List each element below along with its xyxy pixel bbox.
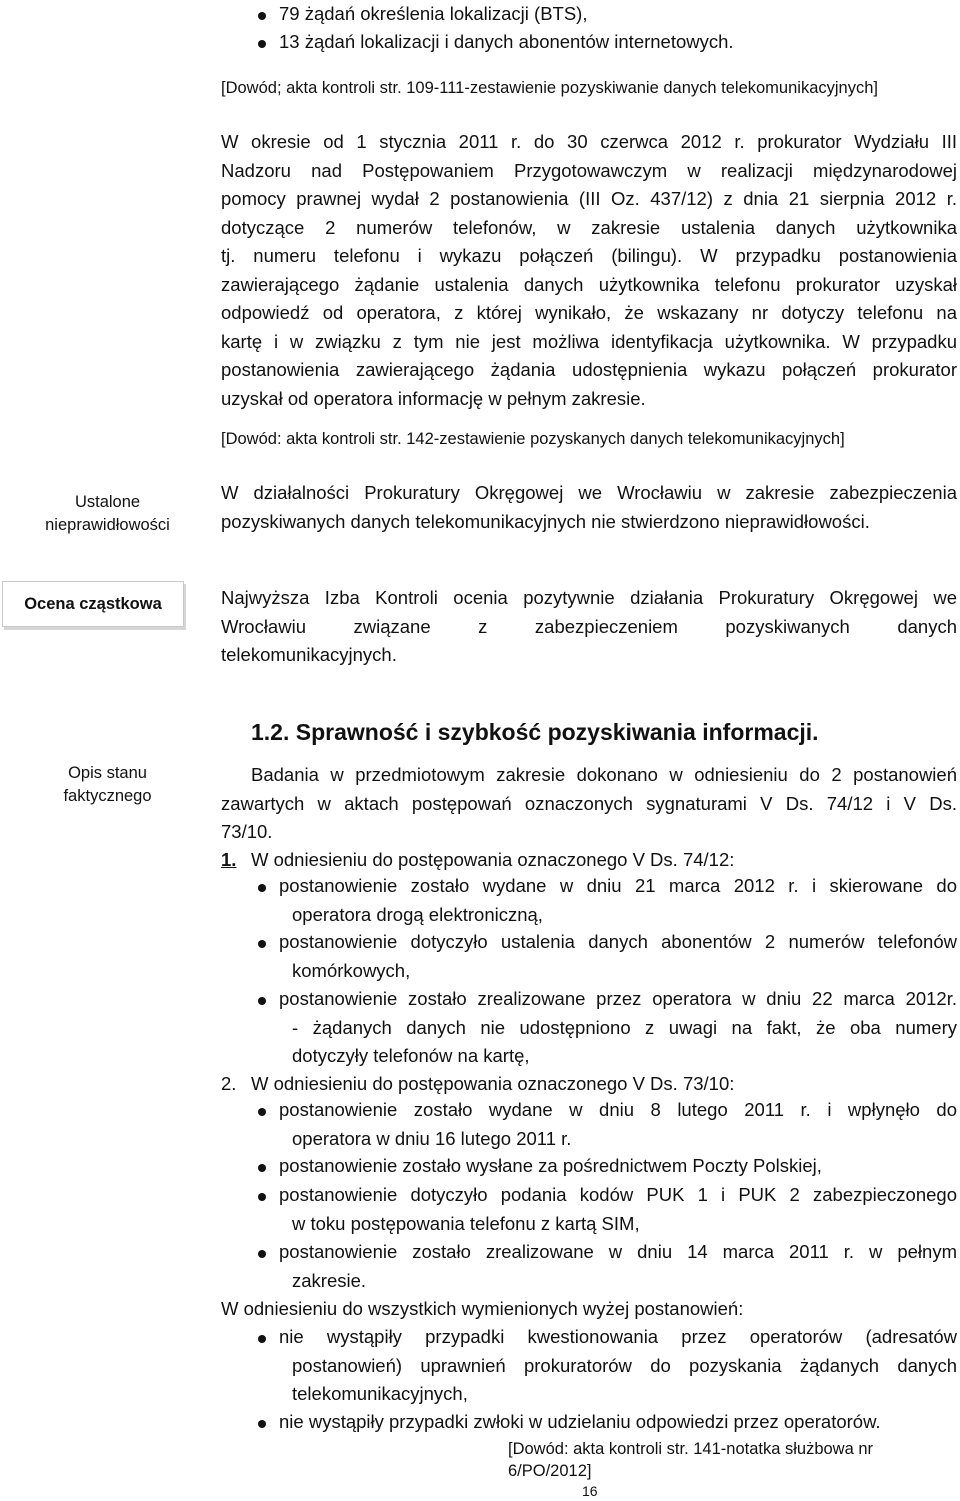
bullet-dot (258, 1108, 266, 1116)
text-line: Wrocławiu związane z zabezpieczeniem pozyskiwanych danych (221, 615, 957, 637)
side-label-line: faktycznego (63, 787, 152, 805)
text-line: postanowienie dotyczyło podania kodów PUK 1 i PUK 2 zabezpieczonego (279, 1184, 957, 1205)
bullet-dot (258, 997, 266, 1005)
side-label-line: Opis stanu (68, 764, 147, 782)
text-line: postanowień) uprawnień prokuratorów do pozyskania żądanych danych (292, 1354, 957, 1376)
side-label-irregularities (20, 491, 195, 537)
text-line: odpowiedź od operatora, z której wynikało, że wskazany nr dotyczy telefonu na (221, 302, 957, 323)
text-line: operatora drogą elektroniczną, (292, 903, 543, 925)
text-line: pomocy prawnej wydał 2 postanowienia (III Oz. 437/12) z dnia 21 sierpnia 2012 r. (221, 188, 957, 209)
side-label-facts (20, 762, 195, 808)
bullet-dot (258, 1250, 266, 1258)
text-line: pozyskiwanych danych telekomunikacyjnych nie stwierdzono nieprawidłowości. (221, 510, 870, 532)
text-line: dotyczące 2 numerów telefonów, w zakresie ustalenia danych użytkownika (221, 216, 957, 238)
text-line: postanowienia zawierającego żądania udostępnienia wykazu połączeń prokurator (221, 359, 957, 380)
text-line: dotyczyły telefonów na kartę, (292, 1045, 530, 1066)
case-number: 1. (221, 849, 237, 870)
case-2-number: 2. (221, 1073, 237, 1094)
text-line: operatora w dniu 16 lutego 2011 r. (292, 1127, 572, 1149)
side-label-line: Ustalone (74, 493, 141, 511)
bullet-dot (258, 1193, 266, 1201)
text-line: telekomunikacyjnych. (221, 644, 397, 665)
page-number: 16 (582, 1483, 598, 1499)
text-line: kartę i w związku z tym nie jest możliwa identyfikacja użytkownika. W przypadku (221, 330, 957, 352)
text-line: - żądanych danych nie udostępniono z uwagi na fakt, że oba numery (292, 1016, 957, 1038)
bullet-dot (258, 12, 266, 20)
case-2-title: W odniesieniu do postępowania oznaczonego V Ds. 73/10: (251, 1073, 735, 1094)
text-line: tj. numeru telefonu i wykazu połączeń (bilingu). W przypadku postanowienia (221, 245, 957, 266)
irregularities-paragraph (221, 479, 957, 536)
text-line: zawierającego żądanie ustalenia danych użytkownika telefonu prokurator uzyskał (221, 273, 957, 295)
text-line: Badania w przedmiotowym zakresie dokonano w odniesieniu do 2 postanowień (251, 764, 957, 785)
text-line: postanowienie zostało wysłane za pośrednictwem Poczty Polskiej, (279, 1155, 822, 1176)
text-line: W działalności Prokuratury Okręgowej we Wrocławiu w zakresie zabezpieczenia (221, 482, 957, 503)
text-line: uzyskał od operatora informację w pełnym zakresie. (221, 387, 646, 409)
text-line: postanowienie zostało zrealizowane w dniu 14 marca 2011 r. w pełnym (279, 1241, 957, 1262)
case-2-item (279, 1152, 957, 1181)
bullet-dot (258, 40, 266, 48)
citation-3: [Dowód: akta kontroli str. 141-notatka służbowa nr 6/PO/2012] (508, 1440, 874, 1480)
text-line: postanowienie zostało wydane w dniu 21 marca 2012 r. i skierowane do (279, 875, 957, 896)
case-1-title: W odniesieniu do postępowania oznaczonego V Ds. 74/12: (251, 849, 735, 870)
bullet-dot (258, 1164, 266, 1172)
text-line: 73/10. (221, 821, 273, 842)
case-2-item (279, 1181, 957, 1238)
text-line: nie wystąpiły przypadki kwestionowania przez operatorów (adresatów (279, 1326, 957, 1347)
case-2-item (279, 1096, 957, 1153)
bullet-dot (258, 940, 266, 948)
case-1-item (279, 872, 957, 929)
summary-item (279, 1323, 957, 1409)
top-bullet-2: 13 żądań lokalizacji i danych abonentów internetowych. (279, 31, 734, 52)
citation-1: [Dowód; akta kontroli str. 109-111-zestawienie pozyskiwanie danych telekomunikacyjnych] (221, 79, 878, 97)
case-2-item (279, 1238, 957, 1295)
text-line: W okresie od 1 stycznia 2011 r. do 30 czerwca 2012 r. prokurator Wydziału III (221, 131, 957, 152)
text-line: w toku postępowania telefonu z kartą SIM, (292, 1212, 640, 1234)
bullet-dot (258, 1335, 266, 1343)
partial-assessment-badge: Ocena cząstkowa (2, 581, 184, 627)
text-line: Nadzoru nad Postępowaniem Przygotowawczym w realizacji międzynarodowej (221, 159, 957, 181)
bullet-dot (258, 1420, 266, 1428)
side-label-line: nieprawidłowości (45, 516, 170, 534)
text-line: postanowienie zostało wydane w dniu 8 lutego 2011 r. i wpłynęło do (279, 1099, 957, 1120)
text-line: postanowienie dotyczyło ustalenia danych abonentów 2 numerów telefonów (279, 931, 957, 952)
bullet-dot (258, 884, 266, 892)
top-bullet-1: 79 żądań określenia lokalizacji (BTS), (279, 3, 588, 24)
text-line: Najwyższa Izba Kontroli ocenia pozytywnie działania Prokuratury Okręgowej we (221, 587, 957, 608)
case-1-item (279, 928, 957, 985)
case-1-item (279, 985, 957, 1071)
text-line: zawartych w aktach postępowań oznaczonych sygnaturami V Ds. 74/12 i V Ds. (221, 792, 957, 814)
section-heading: 1.2. Sprawność i szybkość pozyskiwania informacji. (251, 719, 819, 745)
summary-item (279, 1408, 957, 1437)
text-line: komórkowych, (292, 959, 411, 981)
assessment-paragraph (221, 584, 957, 670)
case-1-number (221, 846, 236, 875)
paragraph-1 (221, 128, 957, 413)
citation-2: [Dowód: akta kontroli str. 142-zestawienie pozyskanych danych telekomunikacyjnych] (221, 430, 845, 448)
text-line: postanowienie zostało zrealizowane przez operatora w dniu 22 marca 2012r. (279, 988, 957, 1009)
text-line: zakresie. (292, 1269, 367, 1291)
text-line: telekomunikacyjnych, (292, 1383, 468, 1404)
intro-paragraph (221, 761, 957, 847)
summary-title: W odniesieniu do wszystkich wymienionych wyżej postanowień: (221, 1298, 744, 1319)
text-line: nie wystąpiły przypadki zwłoki w udzielaniu odpowiedzi przez operatorów. (279, 1411, 881, 1432)
